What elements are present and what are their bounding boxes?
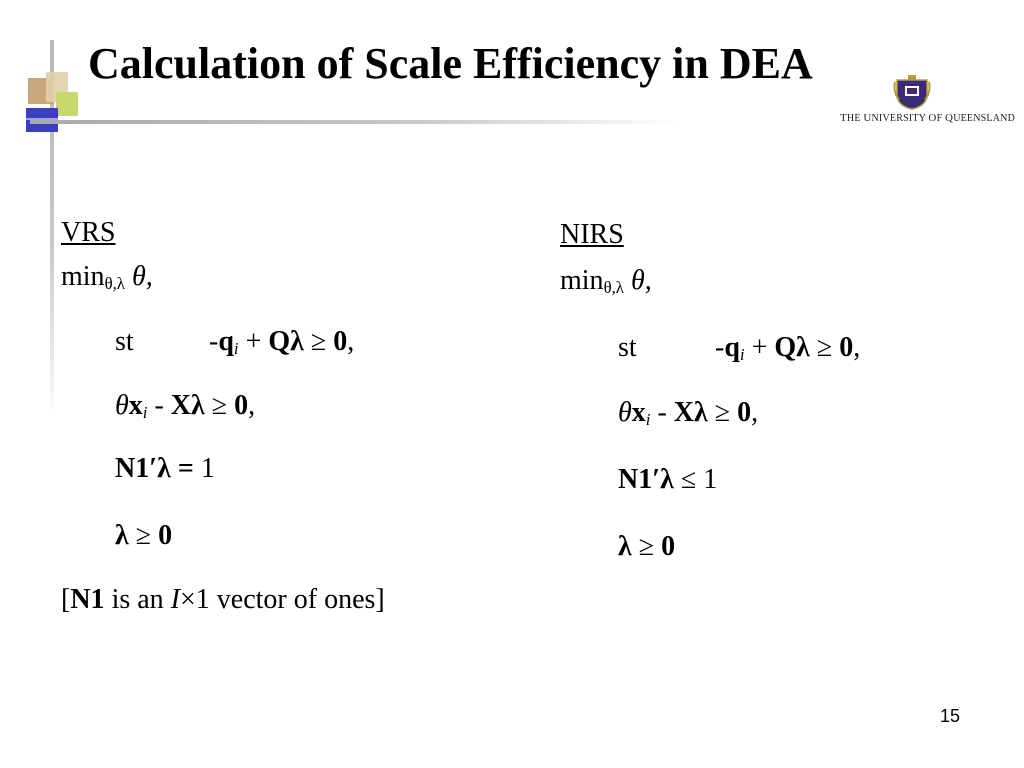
nirs-constraint-nonnegativity: λ ≥ 0 [618,531,676,562]
vrs-constraint-nonnegativity: λ ≥ 0 [115,520,173,551]
slide-title: Calculation of Scale Efficiency in DEA [88,39,813,88]
vrs-constraint-input: $\theta x_i - X\lambda \ge 0$, [115,390,256,423]
nirs-constraint-input: $\theta x_i - X\lambda \ge 0$, [618,397,759,430]
decorative-horizontal-rule [30,120,680,124]
vrs-objective: $\min_{\theta,\lambda} \theta$, [61,261,153,294]
vrs-footnote: [N1 is an I×1 vector of ones] [61,584,385,615]
nirs-st-label: st [618,332,637,363]
nirs-constraint-output: $-q_i + Q\lambda \ge 0$, [715,332,861,365]
nirs-constraint-returns: N1′λ ≤ 1 [618,464,718,495]
page-number: 15 [940,706,961,726]
nirs-heading: NIRS [560,219,624,250]
decorative-square-green [56,92,78,116]
vrs-st-label: st [115,326,134,357]
vrs-constraint-output: $-q_i + Q\lambda \ge 0$, [209,326,355,359]
university-logo-text: THE UNIVERSITY OF QUEENSLAND [840,112,1015,124]
vrs-heading: VRS [61,217,116,248]
nirs-objective: $\min_{\theta,\lambda} \theta$, [560,265,652,298]
vrs-constraint-convexity: N1′λ = 1 [115,453,215,484]
university-crest-icon [893,74,931,110]
